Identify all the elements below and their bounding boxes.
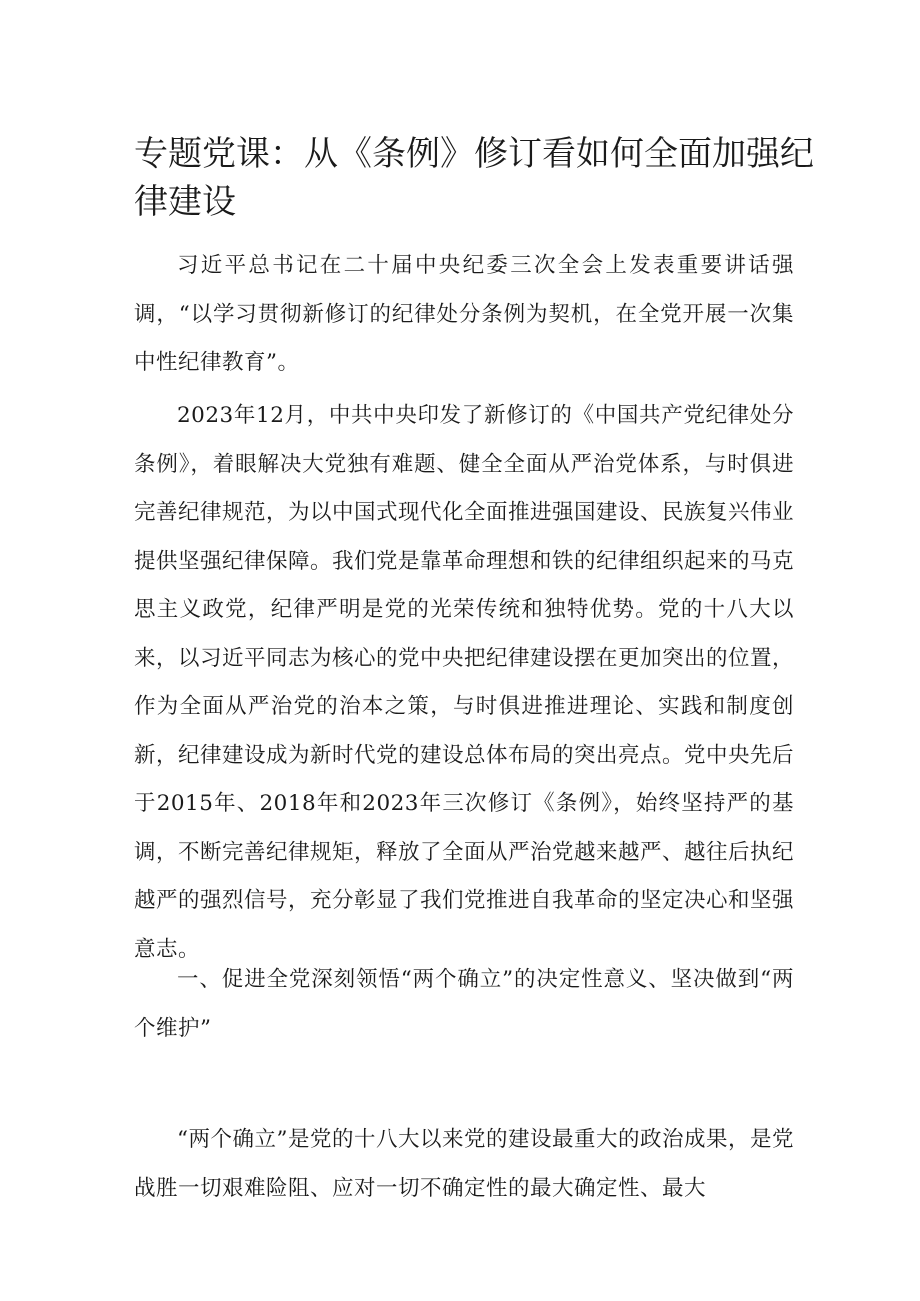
document-title: 专题党课：从《条例》修订看如何全面加强纪律建设 (134, 134, 814, 222)
section-heading-one: 一、促进全党深刻领悟“两个确立”的决定性意义、坚决做到“两个维护” (134, 967, 794, 1041)
paragraph-intro-quote: 习近平总书记在二十届中央纪委三次全会上发表重要讲话强调，“以学习贯彻新修订的纪律处分条例为契机，在全党开展一次集中性纪律教育”。 (134, 253, 794, 375)
paragraph-two-establishments: “两个确立”是党的十八大以来党的建设最重大的政治成果，是党战胜一切艰难险阻、应对一切不确定性的最大确定性、最大 (134, 1127, 794, 1201)
paragraph-background: 2023年12月，中共中央印发了新修订的《中国共产党纪律处分条例》，着眼解决大党独有难题、健全全面从严治党体系，与时俱进完善纪律规范，为以中国式现代化全面推进强国建设、民族复兴伟业提供坚强纪律保障。我们党是靠革命理想和铁的纪律组织起来的马克思主义政党，纪律严明是党的光荣传统和独特优势。党的十八大以来，以习近平同志为核心的党中央把纪律建设摆在更加突出的位置，作为全面从严治党的治本之策，与时俱进推进理论、实践和制度创新，纪律建设成为新时代党的建设总体布局的突出亮点。党中央先后于2015年、2018年和2023年三次修订《条例》，始终坚持严的基调，不断完善纪律规矩，释放了全面从严治党越来越严、越往后执纪越严的强烈信号，充分彰显了我们党推进自我革命的坚定决心和坚强意志。 (134, 403, 795, 962)
